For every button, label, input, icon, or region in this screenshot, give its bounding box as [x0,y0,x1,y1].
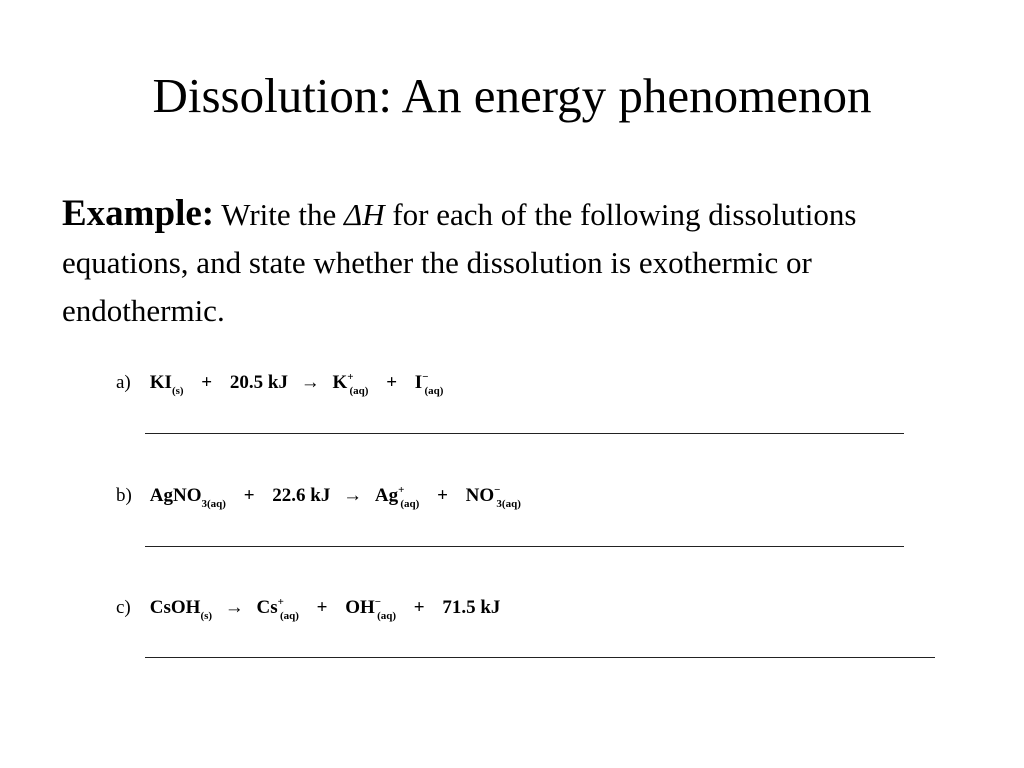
equation-a [116,365,443,403]
answer-line-a [145,433,904,434]
equation-label: c) [116,597,131,618]
instruction-paragraph [62,190,982,335]
equation-b [116,478,521,516]
instruction-text-start: Write the [214,197,344,232]
reactant-csoh: CsOH$_{(s)}$ [149,597,213,622]
reaction-arrow-icon: → [224,597,244,618]
equation-label: b) [116,485,132,506]
product-cs-ion: $Cs^+_{(aq)}$ [256,596,299,622]
product-no3-ion: $NO^-_{3(aq)}$ [465,484,521,510]
reactant-ki: $KI_{(s)}$ [149,372,184,397]
plus-sign: + [386,372,398,393]
answer-line-b [145,546,904,547]
product-i-ion: $I^-_{(aq)}$ [414,371,444,397]
plus-sign: + [243,485,255,506]
example-label: Example: [62,193,215,234]
energy-value: 20.5 kJ [229,372,288,393]
plus-sign: + [437,485,448,506]
energy-value: 22.6 kJ [272,485,331,506]
reaction-arrow-icon: → [343,485,363,506]
plus-sign: + [316,597,328,618]
product-k-ion: $K^+_{(aq)}$ [332,371,369,397]
plus-sign: + [201,372,213,393]
equation-c [116,590,500,628]
plus-sign: + [413,597,425,618]
instruction-text-end: for each of the following dissolutions equations, and state whether the dissolution is exothermic or endothermic. [62,197,857,328]
energy-value: 71.5 kJ [442,597,501,618]
product-oh-ion: $OH^-_{(aq)}$ [345,596,397,622]
product-ag-ion: $Ag^+_{(aq)}$ [374,484,420,510]
slide-title: Dissolution: An energy phenomenon [152,68,872,123]
answer-line-c [145,657,935,658]
delta-h-symbol: ΔH [344,197,385,232]
equation-label: a) [116,372,131,393]
reaction-arrow-icon: → [300,372,320,393]
reactant-agno3: AgNO$_{3(aq)}$ [149,485,226,510]
